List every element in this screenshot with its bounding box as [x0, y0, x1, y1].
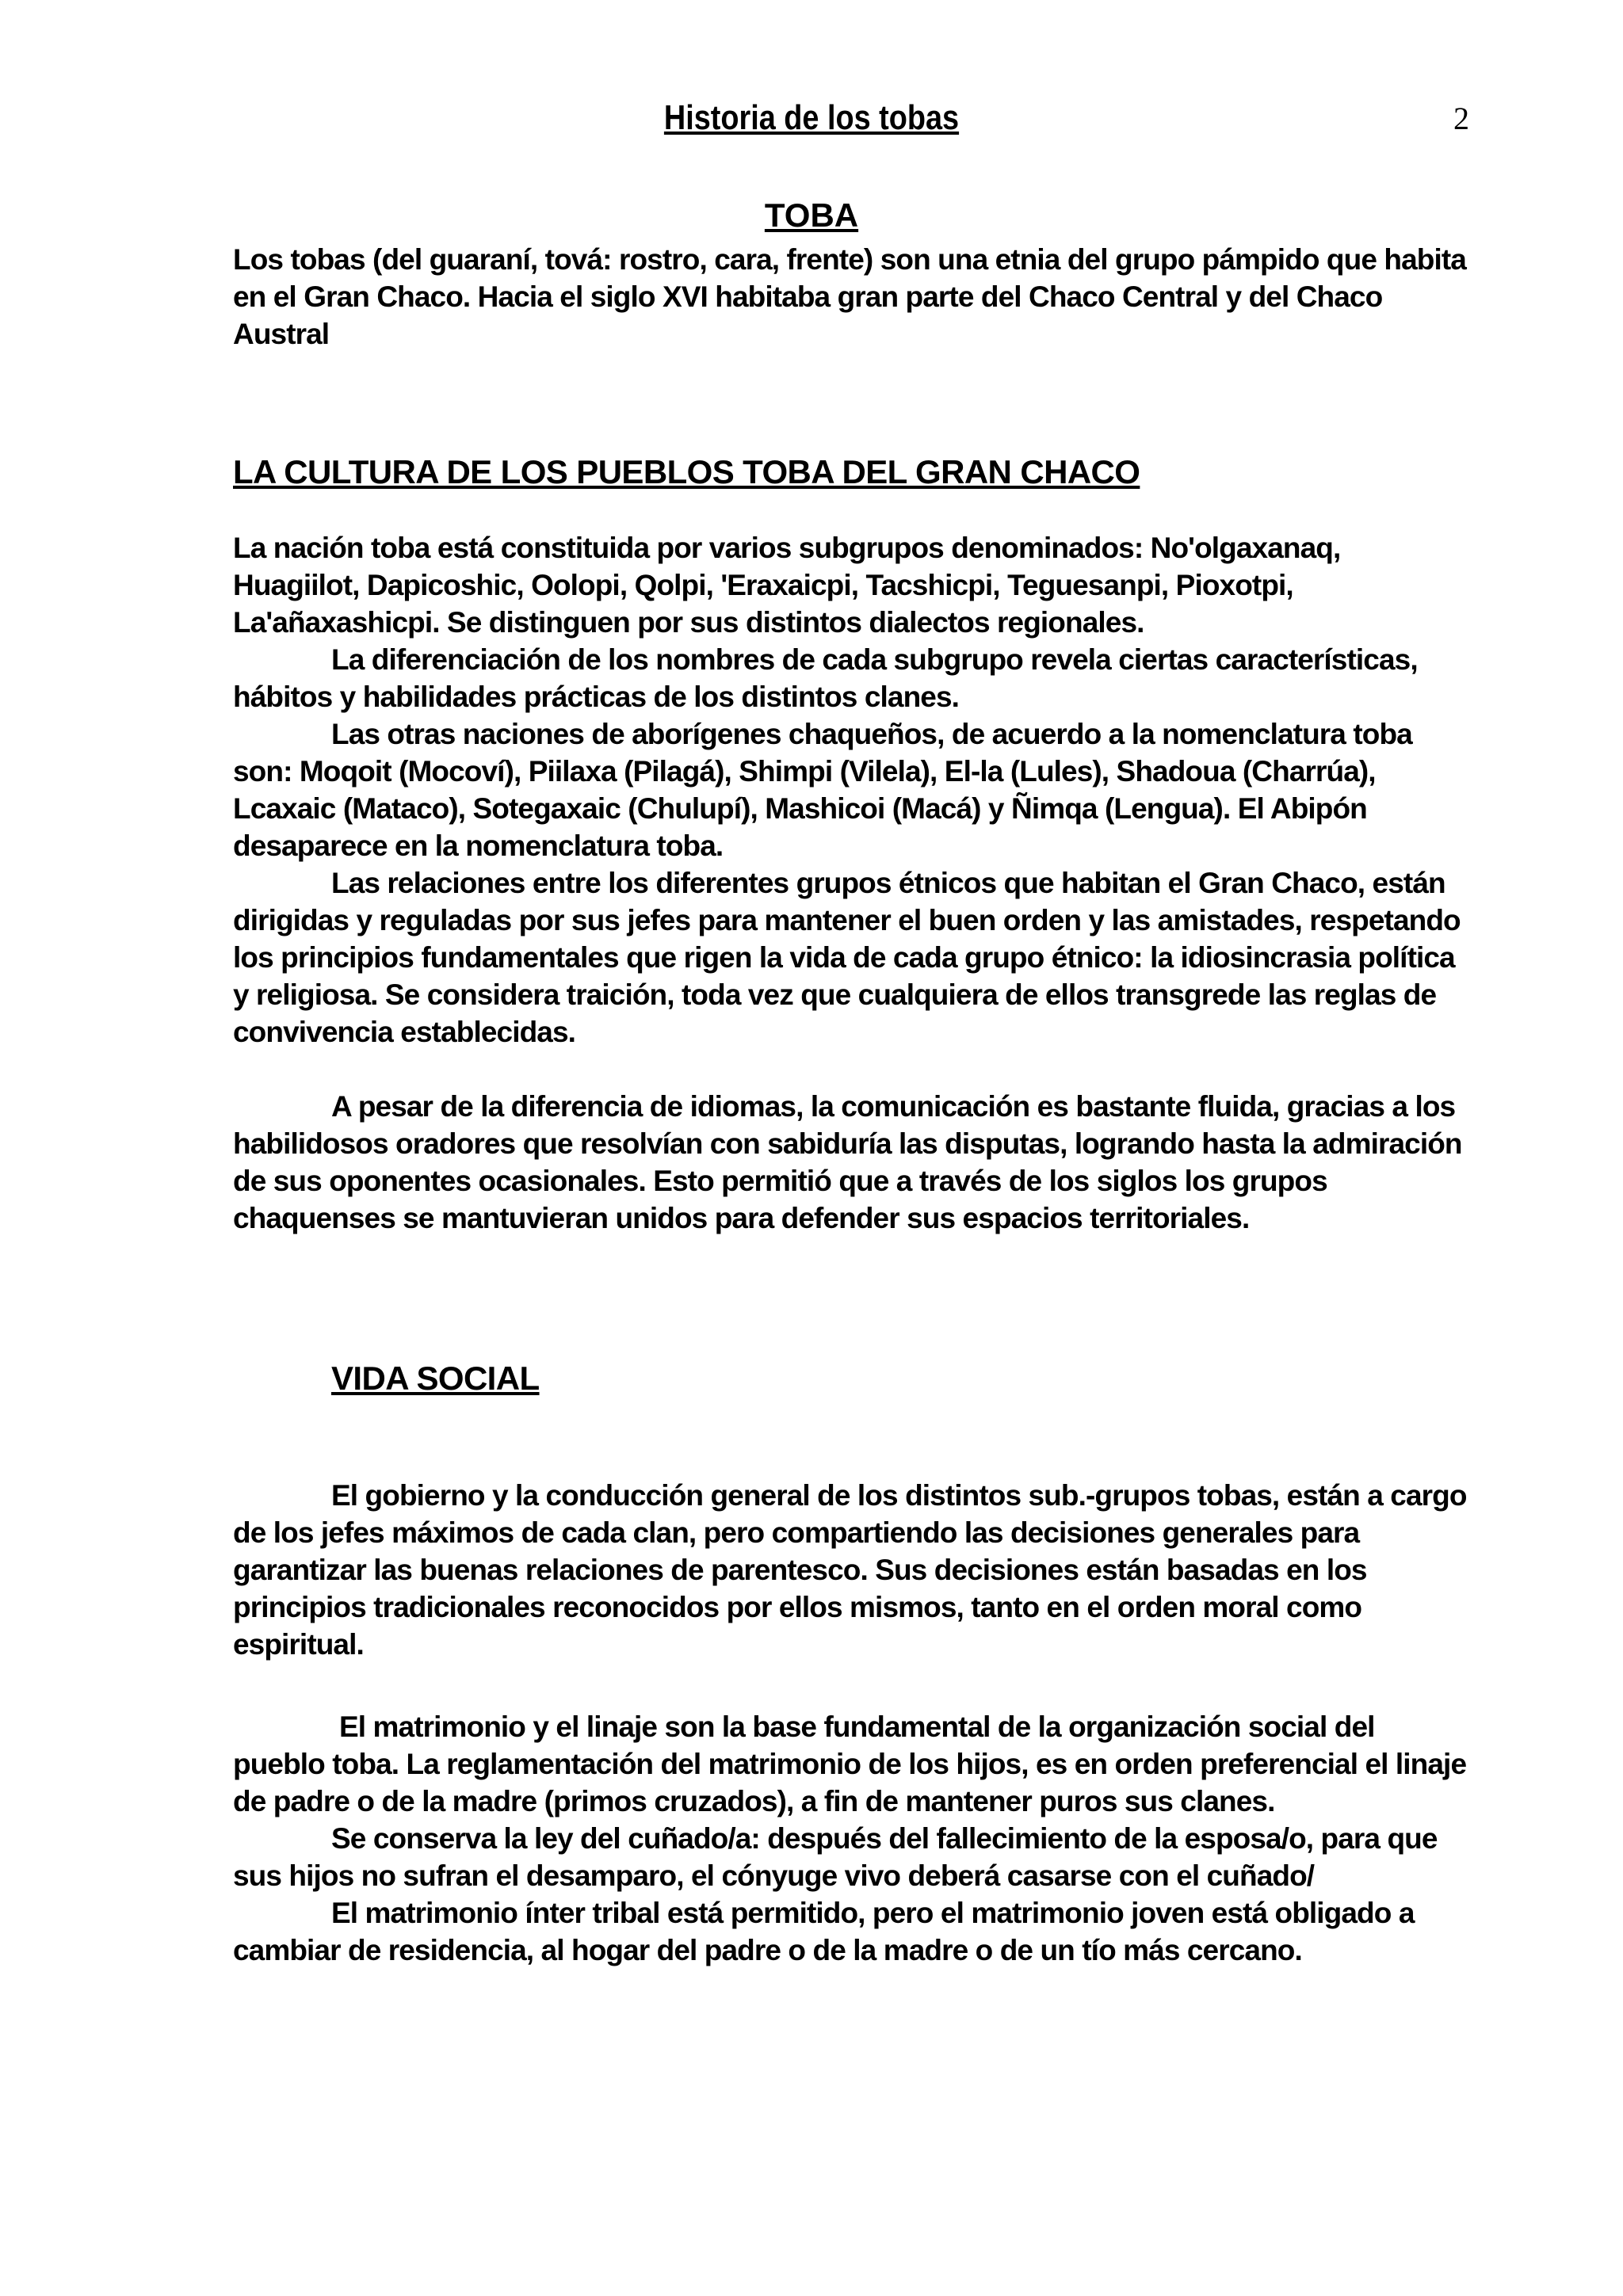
section-heading-toba: TOBA — [764, 196, 859, 234]
paragraph: Las relaciones entre los diferentes grupos étnicos que habitan el Gran Chaco, están dirigidas y reguladas por sus jefes para mantener el buen orden y las amistades, respetando los principios fundamentales que rigen la vida de cada grupo étnico: la idiosincrasia política y religiosa. Se considera traición, toda vez que cualquiera de ellos transgrede las reglas de convivencia establecidas. — [233, 867, 1461, 1048]
paragraph: La diferenciación de los nombres de cada subgrupo revela ciertas características, hábitos y habilidades prácticas de los distintos clanes. — [233, 643, 1418, 713]
section-heading-cultura: LA CULTURA DE LOS PUEBLOS TOBA DEL GRAN CHACO — [233, 453, 1140, 490]
section-vida-body-2 — [233, 1708, 1469, 1969]
paragraph: A pesar de la diferencia de idiomas, la comunicación es bastante fluida, gracias a los habilidosos oradores que resolvían con sabiduría las disputas, logrando hasta la admiración de sus oponentes ocasionales. Esto permitió que a través de los siglos los grupos chaquenses se mantuvieran unidos para defender sus espacios territoriales. — [233, 1090, 1462, 1234]
paragraph: El matrimonio ínter tribal está permitido, pero el matrimonio joven está obligado a cambiar de residencia, al hogar del padre o de la madre o de un tío más cercano. — [233, 1897, 1415, 1966]
section-cultura-body — [233, 529, 1469, 1237]
section-heading-vida-social: VIDA SOCIAL — [331, 1360, 540, 1397]
paragraph: Las otras naciones de aborígenes chaqueños, de acuerdo a la nomenclatura toba son: Moqoit (Mocoví), Piilaxa (Pilagá), Shimpi (Vilela), El-la (Lules), Shadoua (Charrúa), Lcaxaic (Mataco), Sotegaxaic (Chulupí), Mashicoi (Macá) y Ñimqa (Lengua). El Abipón desaparece en la nomenclatura toba. — [233, 718, 1412, 862]
paragraph: La nación toba está constituida por varios subgrupos denominados: No'olgaxanaq, Huagiilot, Dapicoshic, Oolopi, Qolpi, 'Eraxaicpi, Tacshicpi, Teguesanpi, Pioxotpi, La'añaxashicpi. Se distinguen por sus distintos dialectos regionales. — [233, 532, 1341, 639]
paragraph: Se conserva la ley del cuñado/a: después del fallecimiento de la esposa/o, para que sus hijos no sufran el desamparo, el cónyuge vivo deberá casarse con el cuñado/ — [233, 1822, 1438, 1892]
section-vida-body-1 — [233, 1477, 1469, 1663]
paragraph: El matrimonio y el linaje son la base fundamental de la organización social del pueblo toba. La reglamentación del matrimonio de los hijos, es en orden preferencial el linaje de padre o de la madre (primos cruzados), a fin de mantener puros sus clanes. — [233, 1711, 1467, 1817]
document-title: Historia de los tobas — [663, 98, 960, 137]
paragraph: Los tobas (del guaraní, tová: rostro, cara, frente) son una etnia del grupo pámpido que habita en el Gran Chaco. Hacia el siglo XVI habitaba gran parte del Chaco Central y del Chaco Austral — [233, 243, 1466, 350]
page-number: 2 — [1453, 101, 1469, 136]
section-toba-body — [233, 241, 1469, 353]
paragraph: El gobierno y la conducción general de los distintos sub.-grupos tobas, están a cargo de los jefes máximos de cada clan, pero compartiendo las decisiones generales para garantizar las buenas relaciones de parentesco. Sus decisiones están basadas en los principios tradicionales reconocidos por ellos mismos, tanto en el orden moral como espiritual. — [233, 1479, 1467, 1661]
